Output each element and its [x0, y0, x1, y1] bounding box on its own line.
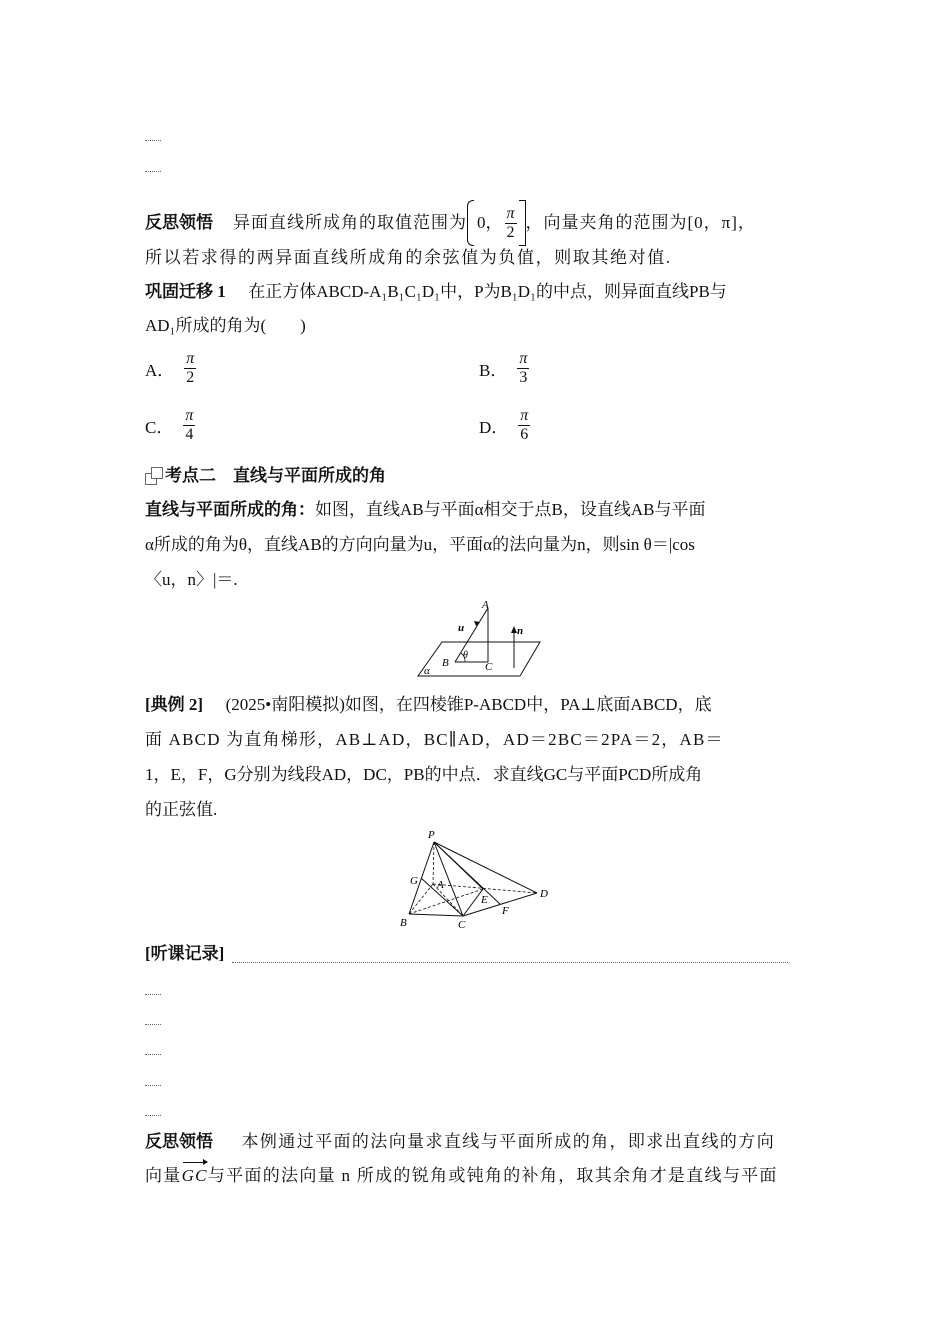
reflection-2-line-2 — [145, 1164, 778, 1188]
reflection-2-text-1: 本例通过平面的法向量求直线与平面所成的角，即求出直线的方向 — [241, 1132, 776, 1151]
label-b: B — [442, 657, 449, 669]
option-fraction — [183, 407, 195, 444]
fraction-denominator: 6 — [520, 426, 529, 443]
example-2-line-4: 的正弦值. — [145, 800, 218, 819]
fraction-denominator: 2 — [186, 369, 195, 386]
reflection-1-line-2: 所以若求得的两异面直线所成角的余弦值为负值，则取其绝对值. — [145, 248, 672, 267]
exercise-1-line-2: AD₁所成的角为( ) — [145, 316, 306, 335]
fraction-numerator: π — [519, 350, 528, 367]
hidden-edge-bd — [409, 889, 483, 914]
example-2-text-1: (2025•南阳模拟)如图，在四棱锥P-ABCD中，PA⊥底面ABCD，底 — [225, 695, 712, 714]
plane-alpha — [418, 642, 540, 676]
line-plane-angle-figure — [410, 596, 545, 678]
reflection-1-text-a: 异面直线所成角的取值范围为 — [233, 213, 467, 232]
label-c: C — [458, 919, 466, 931]
option-b[interactable] — [479, 350, 531, 387]
option-fraction — [517, 350, 529, 387]
vector-gc: GC — [182, 1164, 208, 1188]
pi-over-2-fraction — [505, 205, 517, 242]
reflection-2-text-2b: 与平面的法向量 n 所成的锐角或钝角的补角，取其余角才是直线与平面 — [207, 1166, 778, 1185]
notes-line-3[interactable] — [145, 1024, 161, 1025]
interval-close-bracket — [519, 200, 526, 246]
answer-line-1[interactable] — [145, 140, 161, 141]
interval-left: 0， — [477, 213, 503, 232]
option-c[interactable] — [145, 407, 197, 444]
label-f: F — [502, 905, 509, 917]
option-fraction — [184, 350, 196, 387]
fraction-numerator: π — [520, 407, 529, 424]
label-b: B — [400, 917, 407, 929]
option-d[interactable] — [479, 407, 532, 444]
label-g: G — [410, 875, 418, 887]
fraction-denominator: 3 — [519, 369, 528, 386]
notes-line-2[interactable] — [145, 994, 161, 995]
section-2-title: 考点二 直线与平面所成的角 — [165, 466, 386, 485]
label-c: C — [485, 661, 493, 673]
label-u: u — [458, 622, 465, 634]
reflection-2-label: 反思领悟 — [145, 1132, 213, 1151]
label-e: E — [481, 894, 488, 906]
hidden-edge-ab — [409, 884, 433, 914]
option-fraction — [518, 407, 530, 444]
option-letter: A． — [145, 361, 175, 380]
label-alpha: α — [424, 665, 430, 677]
reflection-2-text-2a: 向量 — [145, 1166, 182, 1185]
section-2-heading — [145, 464, 386, 488]
example-2-line-3: 1，E，F，G分别为线段AD，DC，PB的中点．求直线GC与平面PCD所成角 — [145, 765, 703, 784]
option-letter: D． — [479, 418, 509, 437]
reflection-1-label: 反思领悟 — [145, 213, 213, 232]
example-2-line-1 — [145, 693, 712, 717]
notes-line-6[interactable] — [145, 1115, 161, 1116]
fraction-denominator: 4 — [185, 426, 194, 443]
section-icon — [145, 467, 161, 483]
notes-line-4[interactable] — [145, 1054, 161, 1055]
fraction-numerator: π — [186, 350, 195, 367]
definition-line-3: 〈u，n〉|＝. — [145, 570, 238, 589]
option-letter: C． — [145, 418, 174, 437]
segment-ce — [463, 889, 483, 916]
label-p: P — [428, 829, 435, 841]
fraction-numerator: π — [185, 407, 194, 424]
option-a[interactable] — [145, 350, 198, 387]
label-a: A — [437, 879, 444, 891]
exercise-1-line-1 — [145, 280, 727, 304]
label-d: D — [540, 888, 548, 900]
notes-line-5[interactable] — [145, 1085, 161, 1086]
example-2-line-2: 面 ABCD 为直角梯形，AB⊥AD，BC∥AD，AD＝2BC＝2PA＝2，AB＝ — [145, 730, 724, 749]
definition-line-1 — [145, 498, 705, 522]
exercise-1-label: 巩固迁移 1 — [145, 282, 226, 301]
answer-line-2[interactable] — [145, 171, 161, 172]
reflection-2-line-1 — [145, 1130, 775, 1154]
example-2-label: [典例 2] — [145, 695, 204, 714]
label-theta: θ — [463, 650, 468, 661]
fraction-denominator: 2 — [506, 223, 515, 241]
reflection-1-text-b: ，向量夹角的范围为[0，π]， — [525, 213, 756, 232]
hidden-edge-pa — [433, 842, 434, 884]
definition-line-2: α所成的角为θ，直线AB的方向向量为u，平面α的法向量为n，则sin θ＝|cos — [145, 535, 695, 554]
fraction-numerator: π — [506, 204, 515, 222]
exercise-1-text: 在正方体ABCD-A₁B₁C₁D₁中，P为B₁D₁的中点，则异面直线PB与 — [248, 282, 727, 301]
edge-bc — [409, 914, 463, 916]
edge-cd — [463, 893, 537, 916]
definition-label: 直线与平面所成的角： — [145, 500, 315, 519]
reflection-1-line-1 — [145, 200, 756, 246]
label-n: n — [517, 625, 524, 637]
notes-first-line[interactable] — [232, 962, 788, 963]
line-ab — [455, 608, 488, 662]
notes-label: [听课记录] — [145, 944, 225, 963]
pyramid-figure — [395, 826, 560, 932]
label-a: A — [482, 599, 489, 611]
definition-text-1: 如图，直线AB与平面α相交于点B，设直线AB与平面 — [315, 500, 706, 519]
option-letter: B． — [479, 361, 508, 380]
interval-open-bracket — [467, 200, 474, 246]
